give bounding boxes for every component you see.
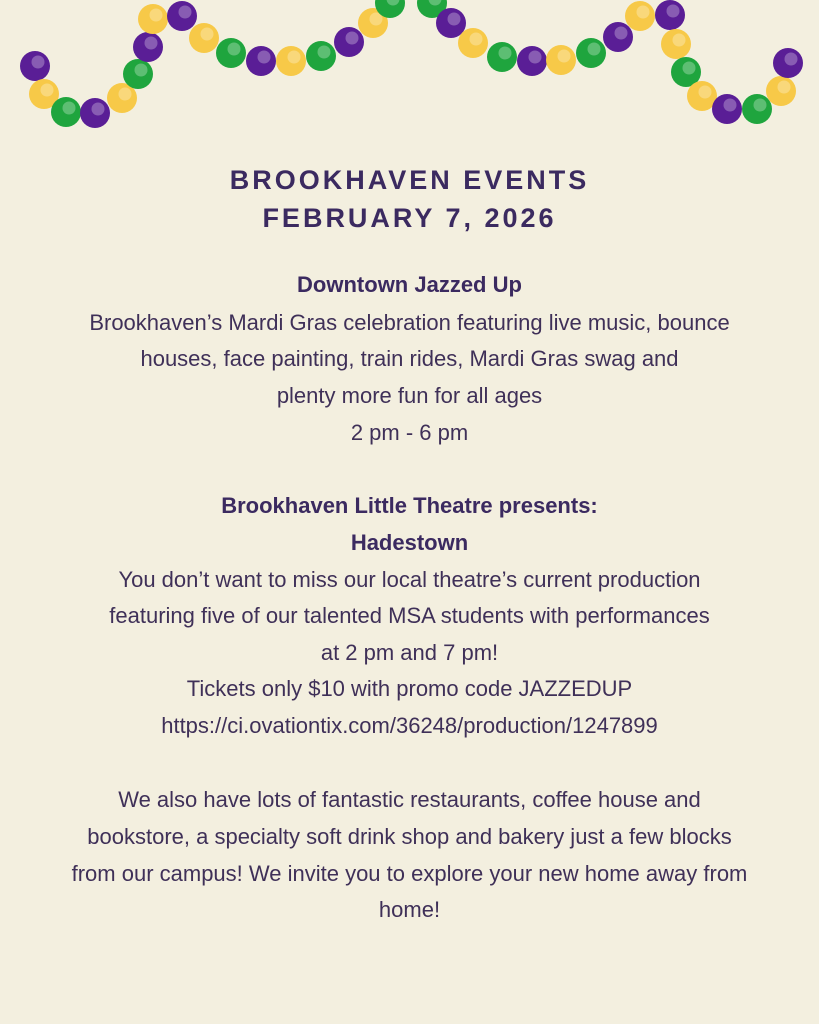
bead xyxy=(712,94,742,124)
mardi-gras-beads-decoration xyxy=(0,0,819,140)
event2-tickets: Tickets only $10 with promo code JAZZEDUP xyxy=(186,676,633,701)
bead xyxy=(458,28,488,58)
event2-desc-line: You don’t want to miss our local theatre’s current production xyxy=(118,567,701,592)
event2-ticket-url: https://ci.ovationtix.com/36248/production/1247899 xyxy=(161,713,658,738)
event2-desc-line: at 2 pm and 7 pm! xyxy=(320,640,499,665)
event1-title: Downtown Jazzed Up xyxy=(297,272,522,297)
page-title-line2: FEBRUARY 7, 2026 xyxy=(262,203,557,233)
page-title-line1: BROOKHAVEN EVENTS xyxy=(229,165,590,195)
event1-time: 2 pm - 6 pm xyxy=(350,420,469,445)
closing-line: from our campus! We invite you to explore your new home away from xyxy=(71,861,748,886)
bead xyxy=(133,32,163,62)
event2-desc-line: featuring five of our talented MSA students with performances xyxy=(109,603,710,628)
bead xyxy=(625,1,655,31)
bead xyxy=(216,38,246,68)
bead xyxy=(766,76,796,106)
bead xyxy=(773,48,803,78)
bead xyxy=(167,1,197,31)
bead xyxy=(576,38,606,68)
bead xyxy=(334,27,364,57)
bead xyxy=(51,97,81,127)
bead xyxy=(276,46,306,76)
closing-line: We also have lots of fantastic restaurants, coffee house and xyxy=(118,787,701,812)
bead xyxy=(517,46,547,76)
event2-presenter: Brookhaven Little Theatre presents: xyxy=(221,493,598,518)
event1-desc-line: plenty more fun for all ages xyxy=(276,383,543,408)
bead xyxy=(487,42,517,72)
bead xyxy=(742,94,772,124)
closing-line: bookstore, a specialty soft drink shop and bakery just a few blocks xyxy=(87,824,732,849)
bead xyxy=(20,51,50,81)
bead xyxy=(123,59,153,89)
bead xyxy=(138,4,168,34)
event1-desc-line: Brookhaven’s Mardi Gras celebration featuring live music, bounce xyxy=(89,310,730,335)
closing-line: home! xyxy=(378,897,441,922)
bead xyxy=(655,0,685,30)
bead xyxy=(306,41,336,71)
event2-show-title: Hadestown xyxy=(350,530,469,555)
bead xyxy=(661,29,691,59)
bead xyxy=(246,46,276,76)
bead xyxy=(546,45,576,75)
bead xyxy=(80,98,110,128)
bead xyxy=(189,23,219,53)
bead xyxy=(603,22,633,52)
event1-desc-line: houses, face painting, train rides, Mardi Gras swag and xyxy=(140,346,679,371)
